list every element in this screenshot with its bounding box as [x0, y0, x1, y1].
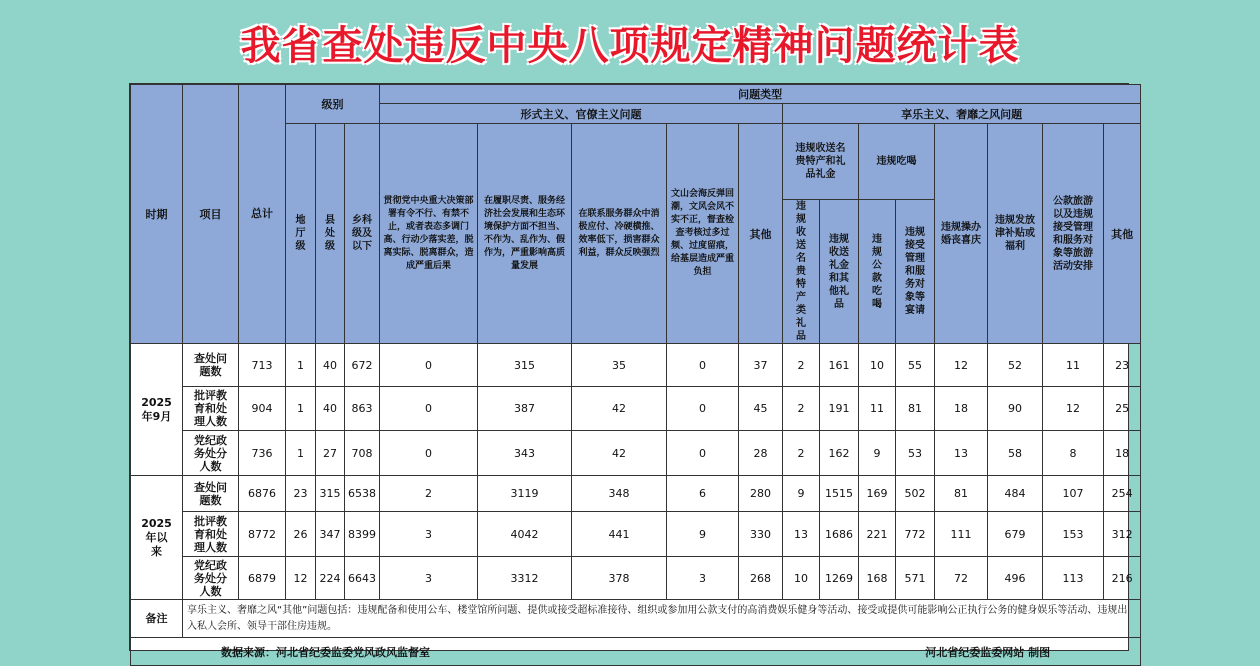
cell-formalism-meetings: 0 — [667, 387, 739, 431]
cell-formalism-duty: 4042 — [478, 512, 572, 557]
cell-formalism-other: 268 — [739, 557, 783, 600]
cell-level-prefecture: 1 — [286, 344, 316, 387]
cell-level-township: 863 — [345, 387, 380, 431]
cell-hedonism-other: 25 — [1104, 387, 1141, 431]
cell-allowance: 90 — [988, 387, 1043, 431]
header-travel: 公款旅游以及违规接受管理和服务对象等旅游活动安排 — [1043, 124, 1104, 344]
cell-travel: 11 — [1043, 344, 1104, 387]
cell-formalism-meetings: 3 — [667, 557, 739, 600]
cell-gift-specialty: 2 — [783, 431, 820, 476]
cell-gift-specialty: 2 — [783, 387, 820, 431]
cell-eat-banquet: 772 — [896, 512, 935, 557]
cell-formalism-duty: 315 — [478, 344, 572, 387]
period-label: 2025年以来 — [131, 476, 183, 600]
table-row — [131, 512, 1141, 557]
cell-formalism-decision: 2 — [380, 476, 478, 512]
cell-gift-money: 1269 — [820, 557, 859, 600]
note-text: 享乐主义、奢靡之风“其他”问题包括：违规配备和使用公车、楼堂馆所问题、提供或接受超标准接待、组织或参加用公款支付的高消费娱乐健身等活动、接受或提供可能影响公正执行公务的健身娱乐等活动、违规出入私人会所、领导干部住房违规。 — [183, 600, 1141, 638]
cell-gift-money: 1515 — [820, 476, 859, 512]
cell-gift-money: 191 — [820, 387, 859, 431]
cell-level-county: 224 — [316, 557, 345, 600]
table-row — [131, 557, 1141, 600]
page-title: 我省查处违反中央八项规定精神问题统计表 — [240, 23, 1020, 69]
header-hedonism-other: 其他 — [1104, 124, 1141, 344]
cell-total: 713 — [239, 344, 286, 387]
cell-wedding: 72 — [935, 557, 988, 600]
cell-level-prefecture: 1 — [286, 431, 316, 476]
cell-hedonism-other: 254 — [1104, 476, 1141, 512]
cell-eat-banquet: 55 — [896, 344, 935, 387]
cell-formalism-other: 280 — [739, 476, 783, 512]
cell-eat-public: 10 — [859, 344, 896, 387]
row-item-label: 批评教育和处理人数 — [183, 512, 239, 557]
header-period: 时期 — [131, 85, 183, 344]
cell-total: 6879 — [239, 557, 286, 600]
cell-eat-public: 169 — [859, 476, 896, 512]
cell-travel: 8 — [1043, 431, 1104, 476]
cell-eat-public: 168 — [859, 557, 896, 600]
cell-travel: 12 — [1043, 387, 1104, 431]
cell-gift-specialty: 9 — [783, 476, 820, 512]
cell-level-township: 8399 — [345, 512, 380, 557]
cell-formalism-decision: 3 — [380, 512, 478, 557]
cell-wedding: 111 — [935, 512, 988, 557]
cell-level-prefecture: 23 — [286, 476, 316, 512]
header-hedonism: 享乐主义、奢靡之风问题 — [783, 104, 1141, 124]
cell-gift-money: 162 — [820, 431, 859, 476]
header-gift-group: 违规收送名贵特产和礼品礼金 — [783, 124, 859, 200]
row-item-label: 查处问题数 — [183, 476, 239, 512]
cell-formalism-duty: 3119 — [478, 476, 572, 512]
cell-level-county: 315 — [316, 476, 345, 512]
header-level-township: 乡科级及以下 — [345, 124, 380, 344]
cell-formalism-meetings: 6 — [667, 476, 739, 512]
header-eat-public: 违规公款吃喝 — [859, 200, 896, 344]
header-level-prefecture: 地厅级 — [286, 124, 316, 344]
table-row — [131, 476, 1141, 512]
row-item-label: 批评教育和处理人数 — [183, 387, 239, 431]
table-row — [131, 387, 1141, 431]
cell-level-township: 6643 — [345, 557, 380, 600]
cell-formalism-other: 45 — [739, 387, 783, 431]
row-item-label: 党纪政务处分人数 — [183, 431, 239, 476]
header-formalism: 形式主义、官僚主义问题 — [380, 104, 783, 124]
cell-gift-money: 1686 — [820, 512, 859, 557]
cell-eat-public: 11 — [859, 387, 896, 431]
row-item-label: 党纪政务处分人数 — [183, 557, 239, 600]
cell-allowance: 58 — [988, 431, 1043, 476]
cell-formalism-decision: 3 — [380, 557, 478, 600]
table-row — [131, 431, 1141, 476]
cell-level-prefecture: 26 — [286, 512, 316, 557]
footer-row — [131, 638, 1141, 666]
cell-level-prefecture: 12 — [286, 557, 316, 600]
cell-level-county: 27 — [316, 431, 345, 476]
cell-gift-specialty: 2 — [783, 344, 820, 387]
header-gift-specialty: 违规收送名贵特产类礼品 — [783, 200, 820, 344]
cell-allowance: 496 — [988, 557, 1043, 600]
cell-formalism-masses: 348 — [572, 476, 667, 512]
cell-hedonism-other: 312 — [1104, 512, 1141, 557]
statistics-table-container — [129, 83, 1134, 659]
table-row — [131, 344, 1141, 387]
header-formalism-duty: 在履职尽责、服务经济社会发展和生态环境保护方面不担当、不作为、乱作为、假作为，严重影响高质量发展 — [478, 124, 572, 344]
cell-formalism-other: 37 — [739, 344, 783, 387]
cell-level-county: 40 — [316, 387, 345, 431]
cell-eat-banquet: 571 — [896, 557, 935, 600]
header-formalism-meetings: 文山会海反弹回潮，文风会风不实不正，督查检查考核过多过频、过度留痕，给基层造成严重负担 — [667, 124, 739, 344]
cell-allowance: 52 — [988, 344, 1043, 387]
header-item: 项目 — [183, 85, 239, 344]
cell-allowance: 484 — [988, 476, 1043, 512]
cell-hedonism-other: 18 — [1104, 431, 1141, 476]
cell-formalism-meetings: 0 — [667, 344, 739, 387]
chart-maker: 河北省纪委监委网站 制图 — [925, 645, 1051, 659]
cell-formalism-masses: 42 — [572, 431, 667, 476]
footer — [131, 638, 1141, 666]
cell-total: 904 — [239, 387, 286, 431]
cell-formalism-other: 28 — [739, 431, 783, 476]
header-eat-group: 违规吃喝 — [859, 124, 935, 200]
cell-gift-specialty: 10 — [783, 557, 820, 600]
cell-eat-banquet: 502 — [896, 476, 935, 512]
statistics-table — [130, 84, 1141, 666]
header-allowance: 违规发放津补贴或福利 — [988, 124, 1043, 344]
cell-level-county: 40 — [316, 344, 345, 387]
header-total: 总计 — [239, 85, 286, 344]
cell-wedding: 12 — [935, 344, 988, 387]
cell-level-township: 672 — [345, 344, 380, 387]
data-source: 数据来源：河北省纪委监委党风政风监督室 — [221, 645, 430, 659]
cell-travel: 153 — [1043, 512, 1104, 557]
cell-eat-public: 9 — [859, 431, 896, 476]
cell-wedding: 18 — [935, 387, 988, 431]
cell-level-prefecture: 1 — [286, 387, 316, 431]
cell-gift-money: 161 — [820, 344, 859, 387]
cell-formalism-duty: 387 — [478, 387, 572, 431]
header-level-county: 县处级 — [316, 124, 345, 344]
header-formalism-decision: 贯彻党中央重大决策部署有令不行、有禁不止，或者表态多调门高、行动少落实差，脱离实际、脱离群众，造成严重后果 — [380, 124, 478, 344]
cell-formalism-meetings: 0 — [667, 431, 739, 476]
cell-hedonism-other: 23 — [1104, 344, 1141, 387]
cell-total: 6876 — [239, 476, 286, 512]
header-problem-type: 问题类型 — [380, 85, 1141, 104]
cell-eat-banquet: 53 — [896, 431, 935, 476]
cell-level-county: 347 — [316, 512, 345, 557]
row-item-label: 查处问题数 — [183, 344, 239, 387]
header-formalism-masses: 在联系服务群众中消极应付、冷硬横推、效率低下，损害群众利益，群众反映强烈 — [572, 124, 667, 344]
cell-formalism-decision: 0 — [380, 431, 478, 476]
cell-formalism-meetings: 9 — [667, 512, 739, 557]
cell-allowance: 679 — [988, 512, 1043, 557]
header-eat-banquet: 违规接受管理和服务对象等宴请 — [896, 200, 935, 344]
cell-travel: 107 — [1043, 476, 1104, 512]
cell-formalism-masses: 378 — [572, 557, 667, 600]
header-formalism-other: 其他 — [739, 124, 783, 344]
cell-level-township: 708 — [345, 431, 380, 476]
period-label: 2025年9月 — [131, 344, 183, 476]
cell-formalism-other: 330 — [739, 512, 783, 557]
cell-eat-banquet: 81 — [896, 387, 935, 431]
cell-hedonism-other: 216 — [1104, 557, 1141, 600]
note-row — [131, 600, 1141, 638]
cell-travel: 113 — [1043, 557, 1104, 600]
cell-formalism-duty: 3312 — [478, 557, 572, 600]
cell-formalism-decision: 0 — [380, 344, 478, 387]
cell-formalism-masses: 35 — [572, 344, 667, 387]
cell-formalism-masses: 441 — [572, 512, 667, 557]
cell-wedding: 81 — [935, 476, 988, 512]
cell-formalism-duty: 343 — [478, 431, 572, 476]
header-wedding: 违规操办婚丧喜庆 — [935, 124, 988, 344]
cell-gift-specialty: 13 — [783, 512, 820, 557]
note-label: 备注 — [131, 600, 183, 638]
cell-formalism-decision: 0 — [380, 387, 478, 431]
header-gift-money: 违规收送礼金和其他礼品 — [820, 200, 859, 344]
cell-wedding: 13 — [935, 431, 988, 476]
cell-level-township: 6538 — [345, 476, 380, 512]
header-level: 级别 — [286, 85, 380, 124]
cell-total: 8772 — [239, 512, 286, 557]
cell-formalism-masses: 42 — [572, 387, 667, 431]
cell-eat-public: 221 — [859, 512, 896, 557]
cell-total: 736 — [239, 431, 286, 476]
